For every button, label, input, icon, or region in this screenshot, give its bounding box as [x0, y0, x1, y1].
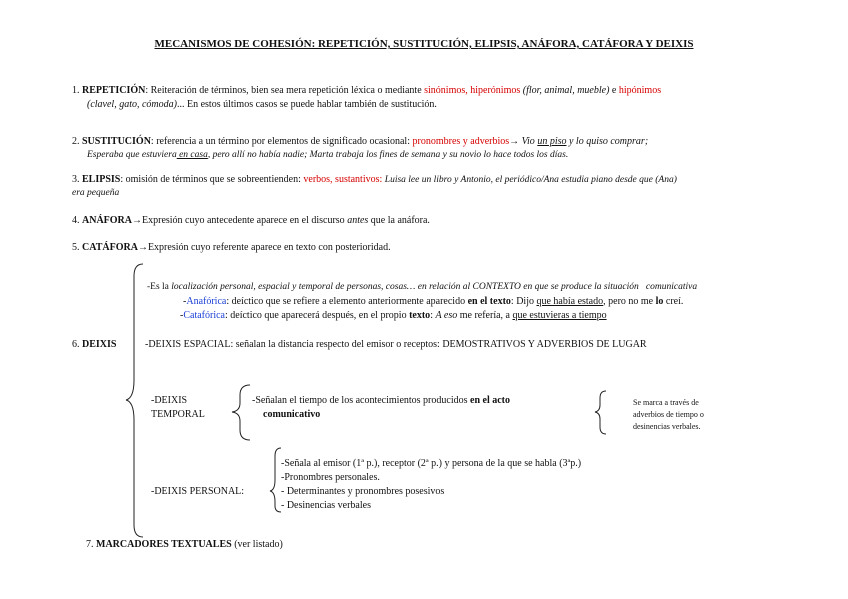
- personal-item: -Señala al emisor (1ª p.), receptor (2ª p.) y persona de la que se habla (3ªp.): [281, 458, 582, 469]
- term-repeticion: REPETICIÓN: [82, 85, 146, 96]
- deixis-intro: -Es la localización personal, espacial y temporal de personas, cosas… en relación al CONTEXTO en que se produce la situación comunicativa: [147, 282, 698, 292]
- item-elipsis-line2: era pequeña: [72, 188, 120, 198]
- item-marcadores: 7. MARCADORES TEXTUALES (ver listado): [86, 539, 283, 550]
- temporal-brace: [232, 385, 250, 440]
- personal-item: -Pronombres personales.: [281, 472, 380, 483]
- item-sustitucion-line1: 2. SUSTITUCIÓN: referencia a un término por elementos de significado ocasional: pronombres y adverbios→ Vio un piso y lo quiso comprar;: [72, 136, 649, 147]
- term-sustitucion: SUSTITUCIÓN: [82, 136, 151, 147]
- red-hiponimos: hipónimos: [618, 85, 662, 96]
- personal-item: - Determinantes y pronombres posesivos: [281, 486, 445, 497]
- temporal-note-1: Se marca a través de: [633, 398, 699, 407]
- deixis-anaforica: -Anafórica: deíctico que se refiere a elemento anteriormente aparecido en el texto: Dijo que había estado, pero no me lo creí.: [183, 296, 684, 307]
- term-anafora: ANÁFORA: [82, 215, 132, 226]
- item-repeticion-line1: 1. REPETICIÓN: Reiteración de términos, bien sea mera repetición léxica o mediante sinónimos, hiperónimos (flor, animal, mueble) e hipónimos: [72, 85, 662, 96]
- deixis-temporal-label2: TEMPORAL: [151, 409, 205, 420]
- red-sinonimos: sinónimos, hiperónimos: [424, 85, 521, 96]
- deixis-temporal-desc2: comunicativo: [263, 409, 321, 420]
- term-catafora: CATÁFORA: [82, 242, 138, 253]
- note-brace: [595, 391, 606, 434]
- item-deixis: 6. DEIXIS: [72, 339, 117, 350]
- item-elipsis-line1: 3. ELIPSIS: omisión de términos que se sobreentienden: verbos, sustantivos: Luisa lee un libro y Antonio, el periódico/Ana estudia piano desde que (Ana): [72, 174, 677, 185]
- item-repeticion-line2: (clavel, gato, cómoda)... En estos últimos casos se puede hablar también de sustitución.: [87, 99, 437, 110]
- deixis-personal-label: -DEIXIS PERSONAL:: [151, 486, 245, 497]
- item-sustitucion-line2: Esperaba que estuviera en casa, pero allí no había nadie; Marta trabaja los fines de semana y su novio lo hace todos los días.: [87, 150, 569, 160]
- item-catafora: 5. CATÁFORA→Expresión cuyo referente aparece en texto con posterioridad.: [72, 242, 391, 253]
- term-deixis: DEIXIS: [82, 339, 117, 350]
- deixis-temporal-label1: -DEIXIS: [151, 395, 188, 406]
- deixis-espacial: -DEIXIS ESPACIAL: señalan la distancia respecto del emisor o receptos: DEMOSTRATIVOS Y ADVERBIOS DE LUGAR: [145, 339, 647, 350]
- personal-brace: [270, 448, 281, 512]
- deixis-big-brace: [126, 264, 143, 537]
- term-marcadores: MARCADORES TEXTUALES: [96, 539, 232, 550]
- deixis-cataforica: -Catafórica: deíctico que aparecerá después, en el propio texto: A eso me refería, a que estuvieras a tiempo: [180, 310, 607, 321]
- item-anafora: 4. ANÁFORA→Expresión cuyo antecedente aparece en el discurso antes que la anáfora.: [72, 215, 430, 226]
- term-elipsis: ELIPSIS: [82, 174, 121, 185]
- page-title: MECANISMOS DE COHESIÓN: REPETICIÓN, SUSTITUCIÓN, ELIPSIS, ANÁFORA, CATÁFORA Y DEIXIS: [154, 38, 694, 50]
- personal-item: - Desinencias verbales: [281, 500, 371, 511]
- temporal-note-2: adverbios de tiempo o: [633, 410, 704, 419]
- temporal-note-3: desinencias verbales.: [633, 422, 701, 431]
- deixis-temporal-desc: -Señalan el tiempo de los acontecimientos producidos en el acto: [252, 395, 510, 406]
